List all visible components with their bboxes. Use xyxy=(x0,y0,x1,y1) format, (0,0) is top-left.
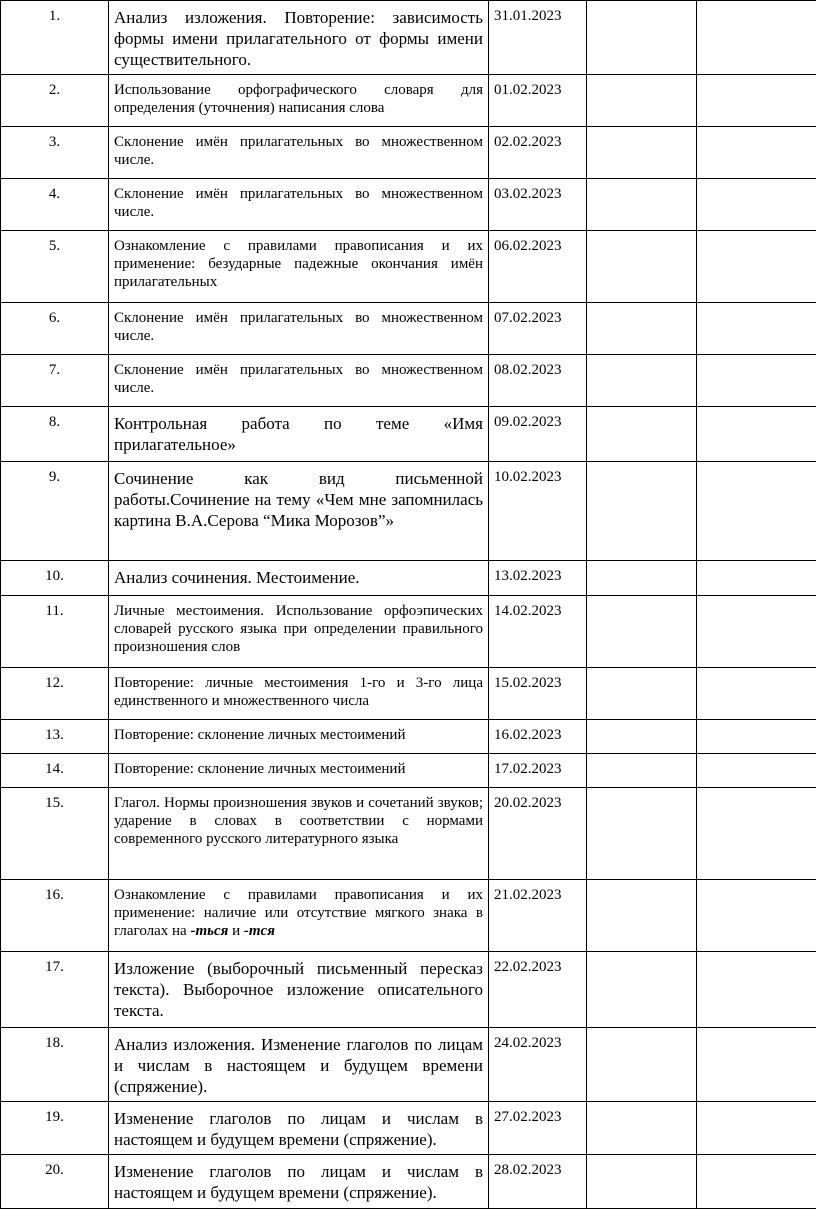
empty-cell xyxy=(587,720,697,754)
lesson-topic: Сочинение как вид письменной работы.Сочинение на тему «Чем мне запомнилась картина В.А.Серова “Мика Морозов”» xyxy=(109,462,489,561)
lesson-topic: Повторение: личные местоимения 1-го и 3-го лица единственного и множественного числа xyxy=(109,668,489,720)
lesson-number: 19. xyxy=(1,1102,109,1155)
lesson-topic: Анализ изложения. Изменение глаголов по лицам и числам в настоящем и будущем времени (спряжение). xyxy=(109,1028,489,1102)
empty-cell xyxy=(587,754,697,788)
lesson-date: 06.02.2023 xyxy=(489,231,587,303)
lesson-number: 13. xyxy=(1,720,109,754)
lesson-number: 14. xyxy=(1,754,109,788)
lesson-number: 17. xyxy=(1,952,109,1028)
lesson-date: 17.02.2023 xyxy=(489,754,587,788)
lesson-topic: Склонение имён прилагательных во множественном числе. xyxy=(109,179,489,231)
lesson-topic: Использование орфографического словаря для определения (уточнения) написания слова xyxy=(109,75,489,127)
empty-cell xyxy=(587,1155,697,1209)
lesson-date: 13.02.2023 xyxy=(489,561,587,596)
empty-cell xyxy=(587,75,697,127)
lesson-topic xyxy=(109,880,489,952)
empty-cell xyxy=(587,668,697,720)
table-row xyxy=(1,880,816,952)
lesson-number: 5. xyxy=(1,231,109,303)
empty-cell xyxy=(697,1028,816,1102)
empty-cell xyxy=(697,127,816,179)
empty-cell xyxy=(587,407,697,462)
lesson-topic: Ознакомление с правилами правописания и их применение: безударные падежные окончания имён прилагательных xyxy=(109,231,489,303)
empty-cell xyxy=(587,1,697,75)
lesson-number: 11. xyxy=(1,596,109,668)
empty-cell xyxy=(697,1,816,75)
lesson-date: 01.02.2023 xyxy=(489,75,587,127)
table-row xyxy=(1,1155,816,1209)
lesson-number: 16. xyxy=(1,880,109,952)
table-row xyxy=(1,1028,816,1102)
lesson-number: 7. xyxy=(1,355,109,407)
lesson-date: 16.02.2023 xyxy=(489,720,587,754)
lesson-number: 8. xyxy=(1,407,109,462)
empty-cell xyxy=(587,179,697,231)
lesson-date: 02.02.2023 xyxy=(489,127,587,179)
lesson-topic: Глагол. Нормы произношения звуков и сочетаний звуков; ударение в словах в соответствии с нормами современного русского литературного языка xyxy=(109,788,489,880)
lesson-date: 07.02.2023 xyxy=(489,303,587,355)
lesson-date: 28.02.2023 xyxy=(489,1155,587,1209)
lesson-topic: Изменение глаголов по лицам и числам в настоящем и будущем времени (спряжение). xyxy=(109,1102,489,1155)
lesson-date: 24.02.2023 xyxy=(489,1028,587,1102)
lesson-date: 08.02.2023 xyxy=(489,355,587,407)
lesson-date: 15.02.2023 xyxy=(489,668,587,720)
table-row xyxy=(1,231,816,303)
table-row xyxy=(1,596,816,668)
lesson-number: 10. xyxy=(1,561,109,596)
table-row xyxy=(1,1,816,75)
lesson-date: 31.01.2023 xyxy=(489,1,587,75)
lesson-topic: Анализ изложения. Повторение: зависимость формы имени прилагательного от формы имени существительного. xyxy=(109,1,489,75)
suffix-tsya: -тся xyxy=(244,923,275,939)
lesson-date: 03.02.2023 xyxy=(489,179,587,231)
empty-cell xyxy=(697,462,816,561)
empty-cell xyxy=(587,1028,697,1102)
table-row xyxy=(1,952,816,1028)
table-row xyxy=(1,303,816,355)
empty-cell xyxy=(587,561,697,596)
lesson-date: 20.02.2023 xyxy=(489,788,587,880)
lesson-number: 9. xyxy=(1,462,109,561)
empty-cell xyxy=(697,754,816,788)
lesson-topic: Контрольная работа по теме «Имя прилагательное» xyxy=(109,407,489,462)
empty-cell xyxy=(587,788,697,880)
empty-cell xyxy=(587,952,697,1028)
lesson-number: 20. xyxy=(1,1155,109,1209)
suffix-tsya-soft: -ться xyxy=(190,923,228,939)
table-row xyxy=(1,355,816,407)
lesson-topic: Повторение: склонение личных местоимений xyxy=(109,754,489,788)
table-row xyxy=(1,1102,816,1155)
table-row xyxy=(1,754,816,788)
lesson-number: 6. xyxy=(1,303,109,355)
empty-cell xyxy=(587,880,697,952)
table-row xyxy=(1,179,816,231)
lesson-date: 27.02.2023 xyxy=(489,1102,587,1155)
lesson-topic: Повторение: склонение личных местоимений xyxy=(109,720,489,754)
table-row xyxy=(1,462,816,561)
empty-cell xyxy=(587,231,697,303)
lesson-date: 22.02.2023 xyxy=(489,952,587,1028)
topic-conjunction: и xyxy=(228,923,244,939)
table-row xyxy=(1,407,816,462)
lesson-number: 18. xyxy=(1,1028,109,1102)
lesson-topic: Склонение имён прилагательных во множественном числе. xyxy=(109,127,489,179)
lesson-topic: Склонение имён прилагательных во множественном числе. xyxy=(109,303,489,355)
table-row xyxy=(1,561,816,596)
empty-cell xyxy=(697,407,816,462)
empty-cell xyxy=(697,231,816,303)
empty-cell xyxy=(587,127,697,179)
topic-text: Ознакомление с правилами правописания и их применение: наличие или отсутствие мягкого знака в глаголах на xyxy=(114,887,483,939)
table-row xyxy=(1,668,816,720)
empty-cell xyxy=(697,355,816,407)
empty-cell xyxy=(587,596,697,668)
empty-cell xyxy=(697,720,816,754)
empty-cell xyxy=(587,462,697,561)
empty-cell xyxy=(697,1102,816,1155)
empty-cell xyxy=(697,75,816,127)
table-row xyxy=(1,127,816,179)
table-row xyxy=(1,75,816,127)
lesson-date: 09.02.2023 xyxy=(489,407,587,462)
lesson-number: 3. xyxy=(1,127,109,179)
lesson-date: 14.02.2023 xyxy=(489,596,587,668)
lesson-number: 1. xyxy=(1,1,109,75)
empty-cell xyxy=(697,303,816,355)
empty-cell xyxy=(697,1155,816,1209)
lesson-date: 21.02.2023 xyxy=(489,880,587,952)
lesson-number: 15. xyxy=(1,788,109,880)
lesson-topic: Изложение (выборочный письменный пересказ текста). Выборочное изложение описательного текста. xyxy=(109,952,489,1028)
empty-cell xyxy=(697,596,816,668)
empty-cell xyxy=(587,1102,697,1155)
empty-cell xyxy=(587,355,697,407)
lesson-number: 2. xyxy=(1,75,109,127)
table-row xyxy=(1,720,816,754)
lesson-topic: Личные местоимения. Использование орфоэпических словарей русского языка при определении правильного произношения слов xyxy=(109,596,489,668)
empty-cell xyxy=(697,179,816,231)
lesson-date: 10.02.2023 xyxy=(489,462,587,561)
empty-cell xyxy=(697,880,816,952)
empty-cell xyxy=(697,952,816,1028)
lesson-topic: Склонение имён прилагательных во множественном числе. xyxy=(109,355,489,407)
empty-cell xyxy=(697,788,816,880)
lesson-number: 12. xyxy=(1,668,109,720)
empty-cell xyxy=(697,668,816,720)
empty-cell xyxy=(587,303,697,355)
empty-cell xyxy=(697,561,816,596)
lesson-number: 4. xyxy=(1,179,109,231)
lesson-topic: Анализ сочинения. Местоимение. xyxy=(109,561,489,596)
lesson-topic: Изменение глаголов по лицам и числам в настоящем и будущем времени (спряжение). xyxy=(109,1155,489,1209)
table-row xyxy=(1,788,816,880)
